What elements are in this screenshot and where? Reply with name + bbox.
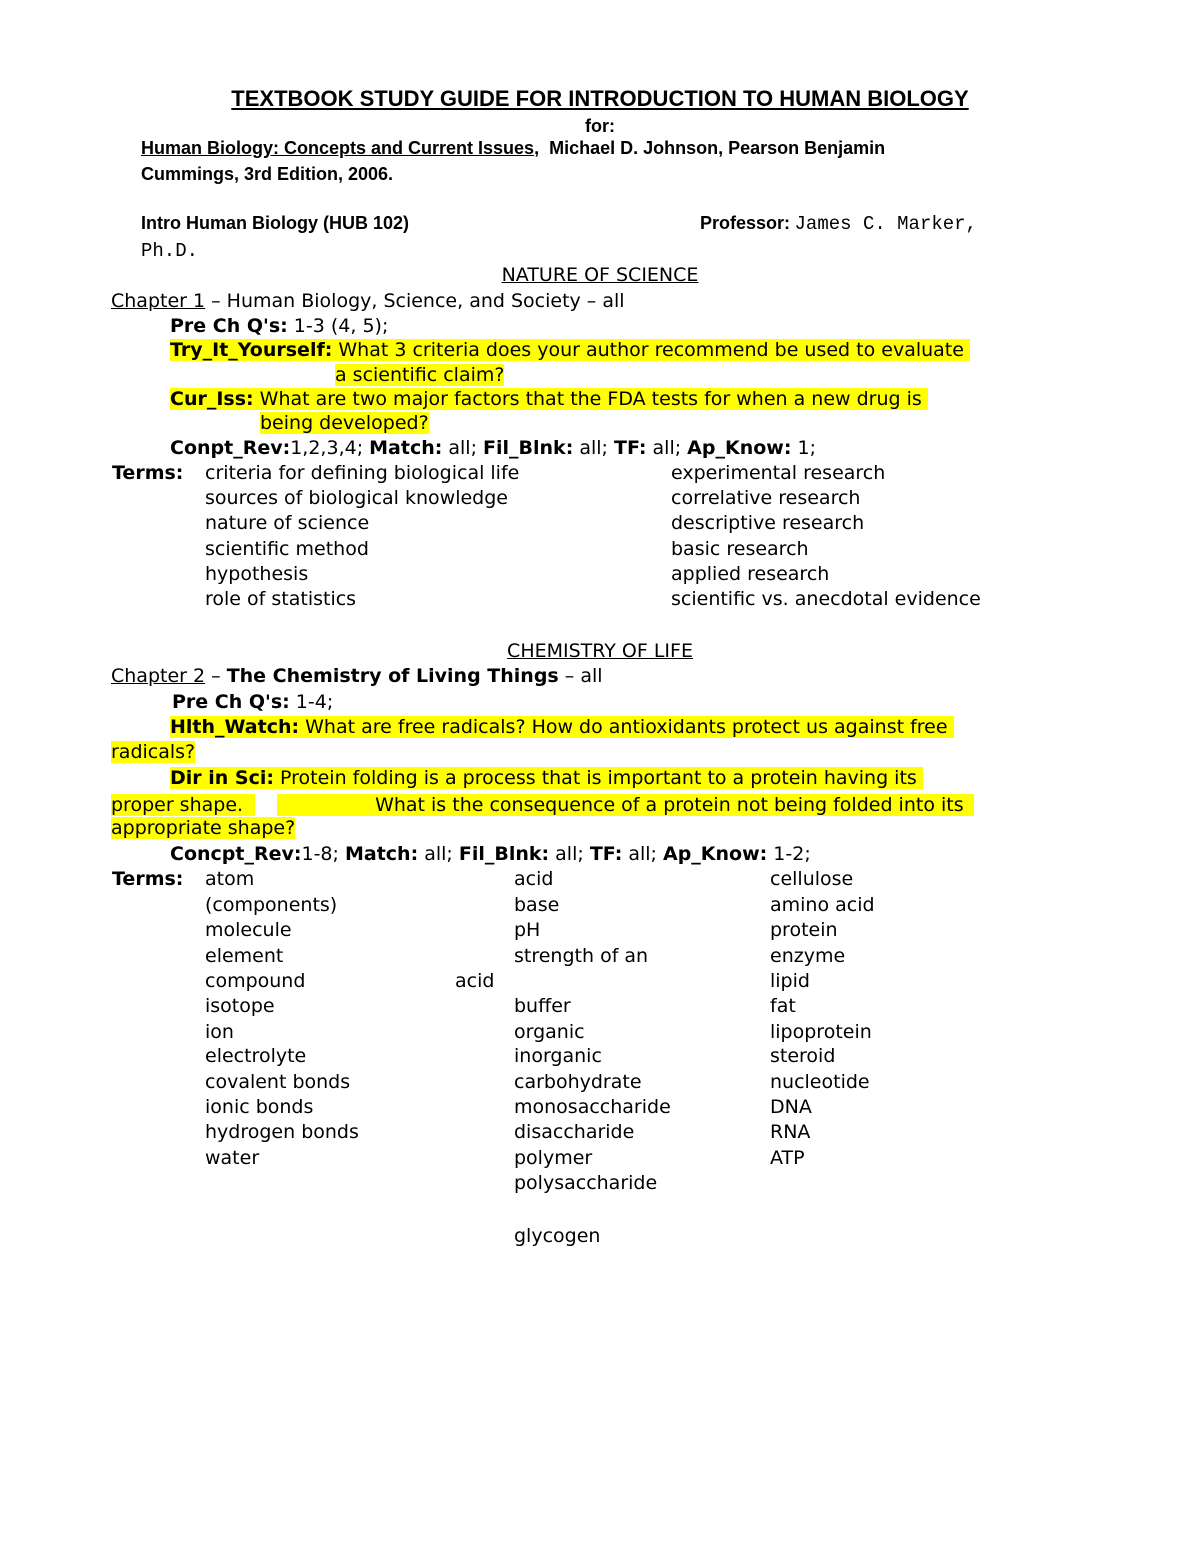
term-item: inorganic <box>514 1045 602 1067</box>
true-false-label: TF: <box>613 437 647 459</box>
directions-in-science-line3 <box>111 817 295 839</box>
term-item: hypothesis <box>205 563 309 585</box>
dir-sci-text-2b: What is the consequence of a protein not being folded into its <box>277 794 974 816</box>
term-item: monosaccharide <box>514 1096 671 1118</box>
term-item: role of statistics <box>205 588 357 610</box>
current-issue-line1 <box>170 388 928 410</box>
try-it-highlight <box>170 339 970 361</box>
terms-label-2: Terms: <box>112 868 184 890</box>
term-item: protein <box>770 919 838 941</box>
term-item: (components) <box>205 894 338 916</box>
cur-iss-text-1: What are two major factors that the FDA tests for when a new drug is <box>253 388 922 410</box>
term-item: fat <box>770 995 796 1017</box>
term-item: basic research <box>671 538 809 560</box>
term-item: glycogen <box>514 1225 601 1247</box>
section-heading-nature-of-science: NATURE OF SCIENCE <box>501 264 699 286</box>
course-name: Intro Human Biology (HUB 102) <box>141 213 410 233</box>
try-it-yourself-line1 <box>170 339 970 361</box>
true-false-label: TF: <box>589 843 623 865</box>
review-line-1 <box>170 437 816 459</box>
prech-qs-line-2 <box>172 691 333 713</box>
term-item: ion <box>205 1021 234 1043</box>
term-item: scientific vs. anecdotal evidence <box>671 588 981 610</box>
term-item: covalent bonds <box>205 1071 351 1093</box>
term-item: polysaccharide <box>514 1172 658 1194</box>
dir-sci-text-3: appropriate shape? <box>111 817 296 839</box>
term-item: isotope <box>205 995 275 1017</box>
chapter-1-title: – Human Biology, Science, and Society – all <box>205 290 625 312</box>
blank-box <box>255 792 277 814</box>
prech-value-2: 1-4; <box>289 691 334 713</box>
prech-value: 1-3 (4, 5); <box>287 315 389 337</box>
term-item: disaccharide <box>514 1121 635 1143</box>
cur-iss-text-2: being developed? <box>260 412 429 434</box>
chapter-1-label: Chapter 1 <box>111 290 206 312</box>
concept-review-value: 1,2,3,4; <box>290 437 370 459</box>
prech-label: Pre Ch Q's: <box>170 315 288 337</box>
term-item: molecule <box>205 919 292 941</box>
section-heading-chemistry-of-life: CHEMISTRY OF LIFE <box>507 640 693 662</box>
professor-label: Professor: <box>700 213 791 233</box>
term-item: element <box>205 945 284 967</box>
chapter-2-line <box>111 665 603 687</box>
term-item: scientific method <box>205 538 369 560</box>
chapter-2-label: Chapter 2 <box>111 665 206 687</box>
review-line-2 <box>170 843 811 865</box>
prech-label-2: Pre Ch Q's: <box>172 691 290 713</box>
term-item: descriptive research <box>671 512 865 534</box>
term-item: amino acid <box>770 894 875 916</box>
term-item: steroid <box>770 1045 836 1067</box>
book-citation-line1 <box>141 138 885 159</box>
directions-in-science-line2 <box>111 792 974 816</box>
health-watch-label: Hlth_Watch: <box>170 716 300 738</box>
term-item: nucleotide <box>770 1071 870 1093</box>
term-item: acid <box>514 868 554 890</box>
term-item: organic <box>514 1021 585 1043</box>
true-false-value: all; <box>622 843 663 865</box>
term-item: sources of biological knowledge <box>205 487 508 509</box>
term-item: strength of an <box>514 945 649 967</box>
term-item: lipid <box>770 970 810 992</box>
for-label: for: <box>585 116 615 136</box>
term-item: electrolyte <box>205 1045 307 1067</box>
concept-review-value: 1-8; <box>301 843 345 865</box>
term-item: polymer <box>514 1147 593 1169</box>
book-details-2: Cummings, 3rd Edition, 2006. <box>141 164 394 184</box>
term-item: acid <box>455 970 495 992</box>
term-item: ATP <box>770 1147 805 1169</box>
try-it-text-2: a scientific claim? <box>335 364 505 386</box>
fill-blank-value: all; <box>573 437 614 459</box>
terms-label-1: Terms: <box>112 462 184 484</box>
dir-sci-highlight <box>170 767 923 789</box>
try-it-text-1: What 3 criteria does your author recommend be used to evaluate <box>332 339 964 361</box>
directions-in-science-line1 <box>170 767 923 789</box>
prech-qs-line <box>170 315 388 337</box>
term-item: DNA <box>770 1096 812 1118</box>
health-watch-line1 <box>170 716 954 738</box>
professor-name: James C. Marker, <box>794 213 977 235</box>
professor-line <box>700 213 977 235</box>
term-item: buffer <box>514 995 571 1017</box>
term-item: nature of science <box>205 512 370 534</box>
health-watch-text-1: What are free radicals? How do antioxidants protect us against free <box>299 716 948 738</box>
chapter-2-tail: – all <box>558 665 603 687</box>
term-item: cellulose <box>770 868 854 890</box>
term-item: atom <box>205 868 255 890</box>
term-item: pH <box>514 919 541 941</box>
dir-sci-label: Dir in Sci: <box>170 767 274 789</box>
health-watch-text-2: radicals? <box>111 741 196 763</box>
term-item: compound <box>205 970 306 992</box>
term-item: experimental research <box>671 462 886 484</box>
concept-review-label: Concpt_Rev: <box>170 843 302 865</box>
term-item: lipoprotein <box>770 1021 872 1043</box>
term-item: criteria for defining biological life <box>205 462 520 484</box>
current-issue-line2 <box>260 412 429 434</box>
match-value: all; <box>418 843 459 865</box>
dir-sci-text-2a: proper shape. <box>111 794 255 816</box>
term-item: hydrogen bonds <box>205 1121 359 1143</box>
match-label: Match: <box>344 843 419 865</box>
term-item: RNA <box>770 1121 811 1143</box>
cur-iss-label: Cur_Iss: <box>170 388 254 410</box>
book-comma: , <box>534 138 540 158</box>
match-label: Match: <box>369 437 443 459</box>
apply-knowledge-label: Ap_Know: <box>663 843 768 865</box>
term-item: applied research <box>671 563 830 585</box>
apply-knowledge-value: 1-2; <box>767 843 811 865</box>
try-it-label: Try_It_Yourself: <box>170 339 333 361</box>
book-title: Human Biology: Concepts and Current Issues <box>141 138 535 158</box>
term-item: water <box>205 1147 260 1169</box>
term-item: enzyme <box>770 945 846 967</box>
apply-knowledge-value: 1; <box>791 437 816 459</box>
term-item: correlative research <box>671 487 861 509</box>
chapter-1-line <box>111 290 625 312</box>
match-value: all; <box>442 437 484 459</box>
health-watch-highlight <box>170 716 954 738</box>
true-false-value: all; <box>646 437 688 459</box>
health-watch-line2 <box>111 741 195 763</box>
chapter-2-title: The Chemistry of Living Things <box>226 665 559 687</box>
apply-knowledge-label: Ap_Know: <box>687 437 792 459</box>
fill-blank-label: Fil_Blnk: <box>458 843 550 865</box>
dir-sci-text-1: Protein folding is a process that is important to a protein having its <box>273 767 917 789</box>
book-details-1: Michael D. Johnson, Pearson Benjamin <box>549 138 886 158</box>
fill-blank-label: Fil_Blnk: <box>483 437 574 459</box>
term-item: ionic bonds <box>205 1096 314 1118</box>
term-item: base <box>514 894 560 916</box>
try-it-yourself-line2 <box>335 364 504 386</box>
term-item: carbohydrate <box>514 1071 642 1093</box>
chapter-2-dash: – <box>205 665 227 687</box>
professor-degree: Ph.D. <box>141 240 199 262</box>
fill-blank-value: all; <box>549 843 590 865</box>
concept-review-label: Conpt_Rev: <box>170 437 291 459</box>
cur-iss-highlight <box>170 388 928 410</box>
document-title: TEXTBOOK STUDY GUIDE FOR INTRODUCTION TO HUMAN BIOLOGY <box>231 86 969 111</box>
